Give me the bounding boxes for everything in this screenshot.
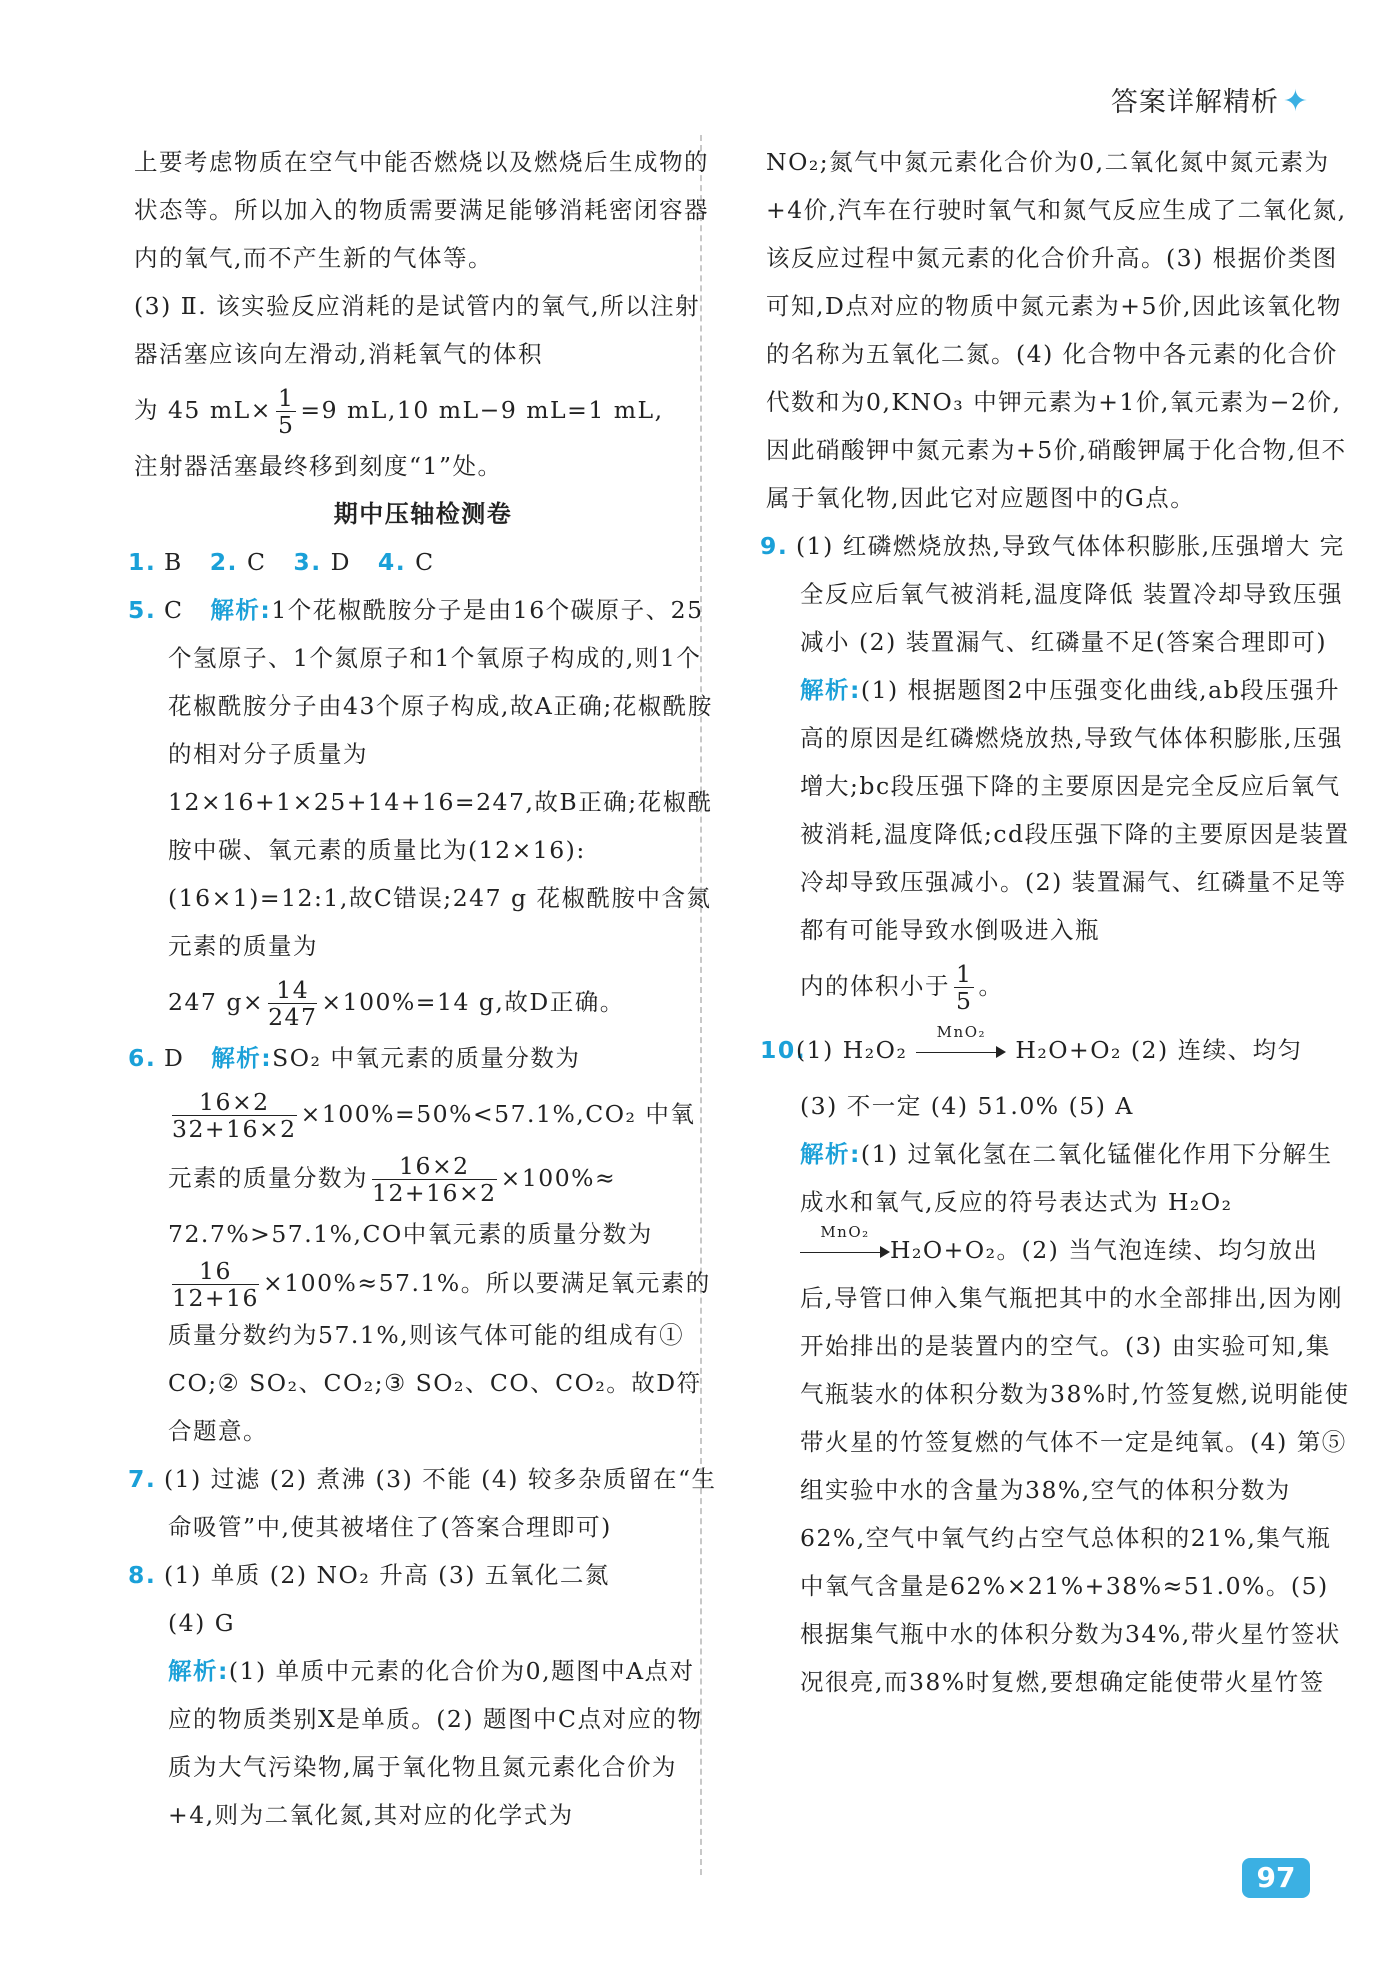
fraction-denominator: 5	[956, 987, 973, 1015]
paragraph	[128, 378, 718, 442]
question-10-analysis	[760, 1130, 1350, 1226]
fraction-numerator: 14	[268, 977, 317, 1004]
fraction-denominator: 32+16×2	[172, 1115, 297, 1143]
reaction-arrow	[800, 1222, 890, 1262]
catalyst-label: MnO₂	[820, 1222, 870, 1241]
question-6-line	[128, 1146, 718, 1210]
fraction	[372, 1153, 497, 1206]
text: 。	[978, 972, 1004, 1000]
answer: H₂O+O₂ (2) 连续、均匀	[1015, 1036, 1303, 1064]
answer: C	[164, 596, 184, 624]
right-column	[760, 138, 1350, 1706]
analysis-label: 解析:	[168, 1657, 229, 1685]
paragraph: 上要考虑物质在空气中能否燃烧以及燃烧后生成物的状态等。所以加入的物质需要满足能够消耗密闭容器内的氧气,而不产生新的气体等。	[134, 148, 709, 272]
fraction-numerator: 16×2	[372, 1153, 497, 1180]
analysis-text: H₂O+O₂。(2) 当气泡连续、均匀放出后,导管口伸入集气瓶把其中的水全部排出,因为刚开始排出的是装置内的空气。(3) 由实验可知,集气瓶装水的体积分数为38%时,竹签复燃,说明能使带火星的竹签复燃的气体不一定是纯氧。(4) 第⑤组实验中水的含量为38%,空气的体积分数为62%,空气中氧气约占空气总体积的21%,集气瓶中氧气含量是62%×21%+38%≈51.0%。(5) 根据集气瓶中水的体积分数为34%,带火星竹签状况很亮,而38%时复燃,要想确定能使带火星竹签	[800, 1236, 1350, 1696]
fraction-denominator: 12+16	[172, 1284, 259, 1312]
page-number: 97	[1242, 1858, 1310, 1898]
question-number: 5.	[128, 596, 157, 624]
analysis-text: 1个花椒酰胺分子是由16个碳原子、25个氢原子、1个氮原子和1个氧原子构成的,则1个花椒酰胺分子由43个原子构成,故A正确;花椒酰胺的相对分子质量为12×16+1×25+14+16=247,故B正确;花椒酰胺中碳、氧元素的质量比为(12×16):(16×1)=12:1,故C错误;247 g 花椒酰胺中含氮元素的质量为	[168, 596, 713, 960]
fraction-denominator: 5	[277, 411, 295, 439]
analysis-text: (1) 过氧化氢在二氧化锰催化作用下分解生成水和氧气,反应的符号表达式为 H₂O₂	[800, 1140, 1333, 1216]
question-number: 8.	[128, 1561, 157, 1589]
analysis-label: 解析:	[800, 1140, 861, 1168]
answer: B	[164, 548, 183, 576]
text: 元素的质量分数为	[168, 1164, 368, 1192]
fraction-denominator: 12+16×2	[372, 1179, 497, 1207]
text: ×100%=14 g,故D正确。	[321, 988, 625, 1016]
text: ×100%=50%<57.1%,CO₂ 中氧	[300, 1100, 696, 1128]
page-header	[1111, 80, 1309, 119]
analysis-text: (1) 根据题图2中压强变化曲线,ab段压强升高的原因是红磷燃烧放热,导致气体体积膨胀,压强增大;bc段压强下降的主要原因是完全反应后氧气被消耗,温度降低;cd段压强下降的主要原因是装置冷却导致压强减小。(2) 装置漏气、红磷量不足等都有可能导致水倒吸进入瓶	[800, 676, 1350, 944]
analysis-label: 解析:	[800, 676, 861, 704]
answer: (1) H₂O₂	[796, 1036, 908, 1064]
question-10-analysis	[760, 1222, 1350, 1706]
question-number: 9.	[760, 532, 789, 560]
question-9	[760, 522, 1350, 954]
question-number: 10.	[760, 1036, 807, 1064]
question-6-line	[128, 1258, 718, 1455]
left-column	[128, 138, 718, 1839]
answer: (1) 单质 (2) NO₂ 升高 (3) 五氧化二氮	[164, 1561, 610, 1589]
text: 为 45 mL×	[134, 396, 272, 424]
answer: (1) 红磷燃烧放热,导致气体体积膨胀,压强增大 完全反应后氧气被消耗,温度降低 装置冷却导致压强减小 (2) 装置漏气、红磷量不足(答案合理即可)	[796, 532, 1345, 656]
text: 247 g×	[168, 988, 265, 1016]
fraction	[954, 961, 974, 1014]
fraction-numerator: 1	[277, 384, 295, 412]
question-number: 4.	[377, 548, 407, 576]
question-10-line: (3) 不一定 (4) 51.0% (5) A	[800, 1092, 1134, 1120]
answer: D	[164, 1044, 185, 1072]
fraction	[172, 1089, 297, 1142]
question-number: 3.	[293, 548, 322, 576]
reaction-arrow	[916, 1022, 1006, 1062]
question-8	[128, 1551, 718, 1839]
fraction	[268, 977, 317, 1030]
analysis-text: (1) 单质中元素的化合价为0,题图中A点对应的物质类别X是单质。(2) 题图中C点对应的物质为大气污染物,属于氧化物且氮元素化合价为+4,则为二氧化氮,其对应的化学式为	[168, 1657, 703, 1829]
fraction	[276, 385, 296, 438]
catalyst-label: MnO₂	[936, 1022, 987, 1041]
text: =9 mL,10 mL−9 mL=1 mL,	[300, 396, 664, 424]
answer: (4) G	[168, 1609, 236, 1637]
fraction-numerator: 16	[172, 1258, 259, 1285]
question-6	[128, 1034, 718, 1082]
text: 内的体积小于	[800, 972, 950, 1000]
question-number: 7.	[128, 1465, 157, 1493]
question-5	[128, 586, 718, 970]
answer: (1) 过滤 (2) 煮沸 (3) 不能 (4) 较多杂质留在“生命吸管”中,使其被堵住了(答案合理即可)	[164, 1465, 717, 1541]
paragraph: (3) Ⅱ. 该实验反应消耗的是试管内的氧气,所以注射器活塞应该向左滑动,消耗氧气的体积	[134, 292, 701, 368]
answer: C	[415, 548, 435, 576]
answer: D	[330, 548, 351, 576]
question-6-line: 72.7%>57.1%,CO中氧元素的质量分数为	[168, 1220, 653, 1248]
fraction-numerator: 1	[956, 960, 973, 988]
paragraph: NO₂;氮气中氮元素化合价为0,二氧化氮中氮元素为+4价,汽车在行驶时氧气和氮气反应生成了二氧化氮,该反应过程中氮元素的化合价升高。(3) 根据价类图可知,D点对应的物质中氮元素为+5价,因此该氧化物的名称为五氧化二氮。(4) 化合物中各元素的化合价代数和为0,KNO₃ 中钾元素为+1价,氧元素为−2价,因此硝酸钾中氮元素为+5价,硝酸钾属于化合物,但不属于氧化物,因此它对应题图中的G点。	[766, 148, 1347, 512]
analysis-label: 解析:	[211, 1044, 273, 1072]
fraction-numerator: 16×2	[172, 1089, 297, 1116]
text: ×100%≈57.1%。所以要满足氧元素的质量分数约为57.1%,则该气体可能的组成有① CO;② SO₂、CO₂;③ SO₂、CO、CO₂。故D符合题意。	[168, 1269, 711, 1445]
question-number: 1.	[128, 548, 157, 576]
text: ×100%≈	[500, 1164, 617, 1192]
question-7	[128, 1455, 718, 1551]
question-number: 6.	[128, 1044, 157, 1072]
question-6-line	[128, 1082, 718, 1146]
text: SO₂ 中氧元素的质量分数为	[272, 1044, 581, 1072]
fraction-denominator: 247	[268, 1003, 318, 1031]
analysis-label: 解析:	[210, 596, 272, 624]
question-number: 2.	[209, 548, 238, 576]
paragraph: 注射器活塞最终移到刻度“1”处。	[134, 452, 503, 480]
sparkle-icon: ✦	[1282, 84, 1309, 119]
section-title: 期中压轴检测卷	[333, 500, 513, 528]
fraction	[172, 1258, 259, 1311]
question-10	[760, 1018, 1350, 1082]
answer: C	[246, 548, 267, 576]
header-title: 答案详解精析	[1110, 87, 1279, 118]
answers-1-4	[128, 538, 718, 586]
question-9-end	[760, 954, 1350, 1018]
question-5-end	[128, 970, 718, 1034]
